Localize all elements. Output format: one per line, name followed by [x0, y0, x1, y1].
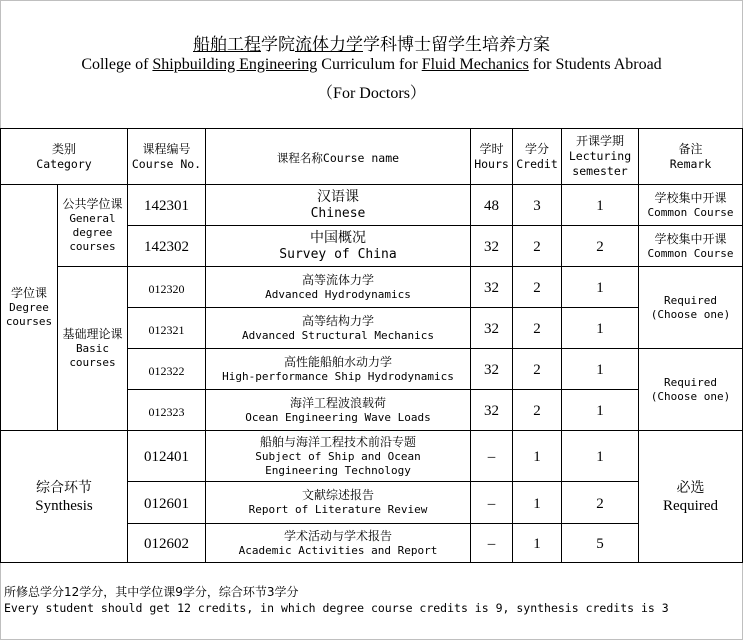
- category-public: 公共学位课 General degree courses: [58, 185, 128, 267]
- table-row: [1, 431, 743, 482]
- page-subtitle: （For Doctors）: [317, 85, 426, 102]
- course-no: 012601: [128, 482, 206, 524]
- course-semester: 1: [562, 308, 639, 349]
- title-en-pre: College of: [81, 56, 153, 73]
- remark-choose-one-a: Required (Choose one): [639, 267, 743, 349]
- course-remark: 学校集中开课 Common Course: [639, 185, 743, 226]
- course-semester: 1: [562, 390, 639, 431]
- course-no: 142302: [128, 226, 206, 267]
- remark-synthesis-required: 必选 Required: [639, 431, 743, 563]
- course-semester: 2: [562, 482, 639, 524]
- course-credit: 2: [513, 226, 562, 267]
- title-field-zh: 流体力学: [295, 35, 363, 55]
- course-semester: 2: [562, 226, 639, 267]
- course-semester: 1: [562, 185, 639, 226]
- course-credit: 2: [513, 308, 562, 349]
- course-semester: 1: [562, 431, 639, 482]
- header-category: 类别 Category: [1, 129, 128, 185]
- course-no: 012322: [128, 349, 206, 390]
- course-name: 文献综述报告 Report of Literature Review: [206, 482, 471, 524]
- table-row: [1, 267, 743, 308]
- course-hours: 32: [471, 390, 513, 431]
- course-credit: 1: [513, 482, 562, 524]
- course-no: 012320: [128, 267, 206, 308]
- credit-summary-zh: 所修总学分12学分，其中学位课9学分，综合环节3学分: [4, 585, 299, 599]
- course-semester: 1: [562, 267, 639, 308]
- course-name: 学术活动与学术报告 Academic Activities and Report: [206, 524, 471, 563]
- course-no: 012401: [128, 431, 206, 482]
- title-en-college: Shipbuilding Engineering: [152, 56, 318, 73]
- course-hours: 32: [471, 267, 513, 308]
- remark-choose-one-b: Required (Choose one): [639, 349, 743, 431]
- course-name: 海洋工程波浪载荷 Ocean Engineering Wave Loads: [206, 390, 471, 431]
- course-hours: 32: [471, 308, 513, 349]
- course-credit: 2: [513, 267, 562, 308]
- course-credit: 2: [513, 349, 562, 390]
- course-hours: –: [471, 482, 513, 524]
- course-hours: 32: [471, 349, 513, 390]
- course-semester: 5: [562, 524, 639, 563]
- title-en-mid: Curriculum for: [317, 56, 422, 73]
- title-college-suffix-zh: 学院: [261, 35, 295, 55]
- header-remark: 备注 Remark: [639, 129, 743, 185]
- course-credit: 2: [513, 390, 562, 431]
- title-rest-zh: 学科博士留学生培养方案: [363, 35, 550, 55]
- course-credit: 3: [513, 185, 562, 226]
- course-no: 012321: [128, 308, 206, 349]
- course-name: 高等结构力学 Advanced Structural Mechanics: [206, 308, 471, 349]
- course-credit: 1: [513, 431, 562, 482]
- header-course-no: 课程编号 Course No.: [128, 129, 206, 185]
- course-name: 高性能船舶水动力学 High-performance Ship Hydrodynamics: [206, 349, 471, 390]
- course-hours: –: [471, 524, 513, 563]
- course-name: 汉语课 Chinese: [206, 185, 471, 226]
- course-remark: 学校集中开课 Common Course: [639, 226, 743, 267]
- header-course-name: 课程名称Course name: [206, 129, 471, 185]
- course-no: 012602: [128, 524, 206, 563]
- course-credit: 1: [513, 524, 562, 563]
- table-header-row: [1, 129, 743, 185]
- curriculum-table: [0, 128, 743, 563]
- header-credit: 学分 Credit: [513, 129, 562, 185]
- credit-summary-en: Every student should get 12 credits, in which degree course credits is 9, synthesis credits is 3: [4, 601, 669, 615]
- course-semester: 1: [562, 349, 639, 390]
- course-no: 012323: [128, 390, 206, 431]
- course-name: 高等流体力学 Advanced Hydrodynamics: [206, 267, 471, 308]
- page-title-en: [0, 56, 743, 74]
- course-no: 142301: [128, 185, 206, 226]
- course-hours: –: [471, 431, 513, 482]
- category-basic: 基础理论课 Basic courses: [58, 267, 128, 431]
- title-college-zh: 船舶工程: [193, 35, 261, 55]
- course-name: 中国概况 Survey of China: [206, 226, 471, 267]
- table-row: [1, 185, 743, 226]
- category-synthesis: 综合环节 Synthesis: [1, 431, 128, 563]
- category-degree: 学位课 Degree courses: [1, 185, 58, 431]
- course-name: 船舶与海洋工程技术前沿专题 Subject of Ship and Ocean Engineering Technology: [206, 431, 471, 482]
- title-en-post: for Students Abroad: [528, 56, 662, 73]
- course-hours: 32: [471, 226, 513, 267]
- header-hours: 学时 Hours: [471, 129, 513, 185]
- title-en-field: Fluid Mechanics: [421, 56, 529, 73]
- course-hours: 48: [471, 185, 513, 226]
- header-semester: 开课学期 Lecturing semester: [562, 129, 639, 185]
- page-title-zh: [0, 30, 743, 55]
